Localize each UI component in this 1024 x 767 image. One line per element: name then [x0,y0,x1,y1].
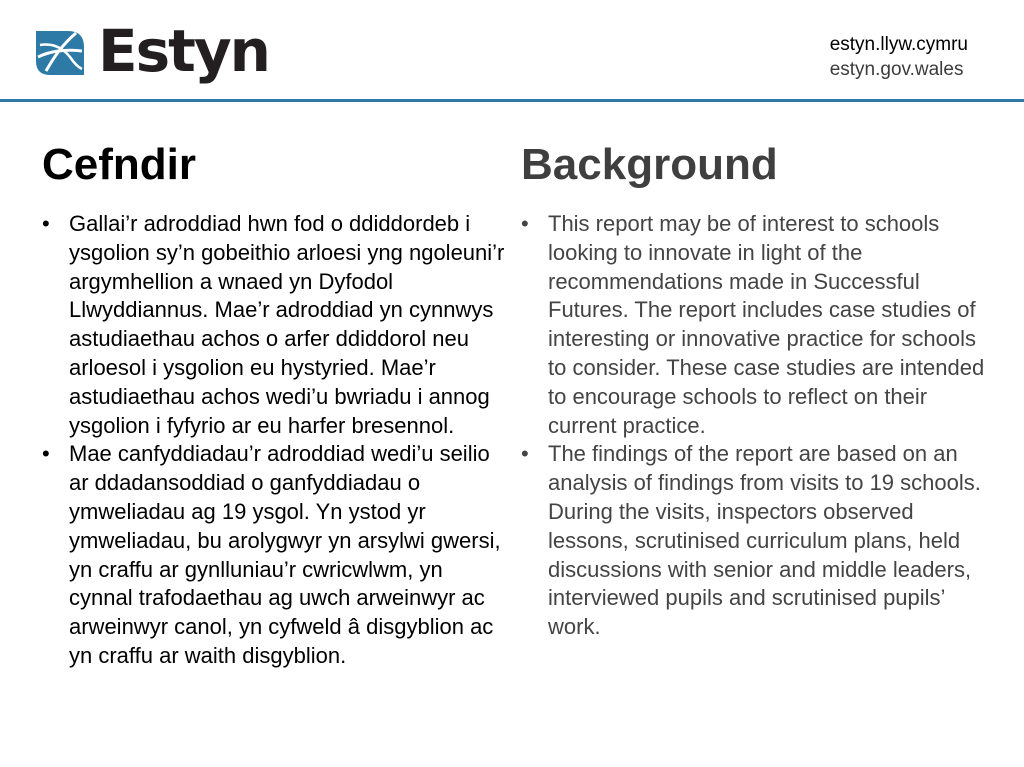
bullet-text: Gallai’r adroddiad hwn fod o ddiddordeb i ysgolion sy’n gobeithio arloesi yng ngoleuni’r argymhellion a wnaed yn Dyfodol Llwyddiannus. Mae’r adroddiad yn cynnwys astudiaethau achos o arfer ddiddorol neu arloesol i ysgolion eu hystyried. Mae’r astudiaethau achos wedi’u bwriadu i annog ysgolion i fyfyrio ar eu harfer bresennol. [69,211,505,438]
english-column [521,140,991,642]
bullet-icon: • [521,441,529,467]
header [0,0,1024,102]
estyn-emblem-icon [36,27,84,75]
bullet-icon: • [42,211,50,236]
bullet-icon: • [42,441,50,467]
list-item [521,210,991,440]
list-item [521,440,991,642]
bullet-text: This report may be of interest to schools looking to innovate in light of the recommendations made in Successful Futures. The report includes case studies of interesting or innovative practice for schools to consider. These case studies are intended to encourage schools to reflect on their current practice. [548,211,985,438]
bullet-text: Mae canfyddiadau’r adroddiad wedi’u seilio ar ddadansoddiad o ganfyddiadau o ymweliadau ag 19 ysgol. Yn ystod yr ymweliadau, bu arolygwyr yn arsylwi gwersi, yn craffu ar gynlluniau’r cwricwlwm, yn cynnal trafodaethau ag uwch arweinwyr ac arweinwyr canol, yn cyfweld â disgyblion ac yn craffu ar waith disgyblion. [69,441,501,668]
url-english[interactable]: estyn.gov.wales [829,59,964,80]
english-bullet-list [521,210,991,642]
bullet-icon: • [521,211,529,236]
list-item [42,210,512,440]
header-divider [0,99,1024,102]
welsh-column [42,140,512,671]
website-urls [830,32,968,82]
logo-text: Estyn [98,17,269,85]
welsh-bullet-list [42,210,512,671]
welsh-title: Cefndir [42,140,196,189]
english-title: Background [521,140,778,189]
bullet-text: The findings of the report are based on an analysis of findings from visits to 19 schools. During the visits, inspectors observed lessons, scrutinised curriculum plans, held discussions with senior and middle leaders, interviewed pupils and scrutinised pupils’ work. [548,441,981,640]
estyn-logo[interactable] [36,17,269,85]
list-item [42,440,512,670]
url-welsh[interactable]: estyn.llyw.cymru [829,34,968,55]
